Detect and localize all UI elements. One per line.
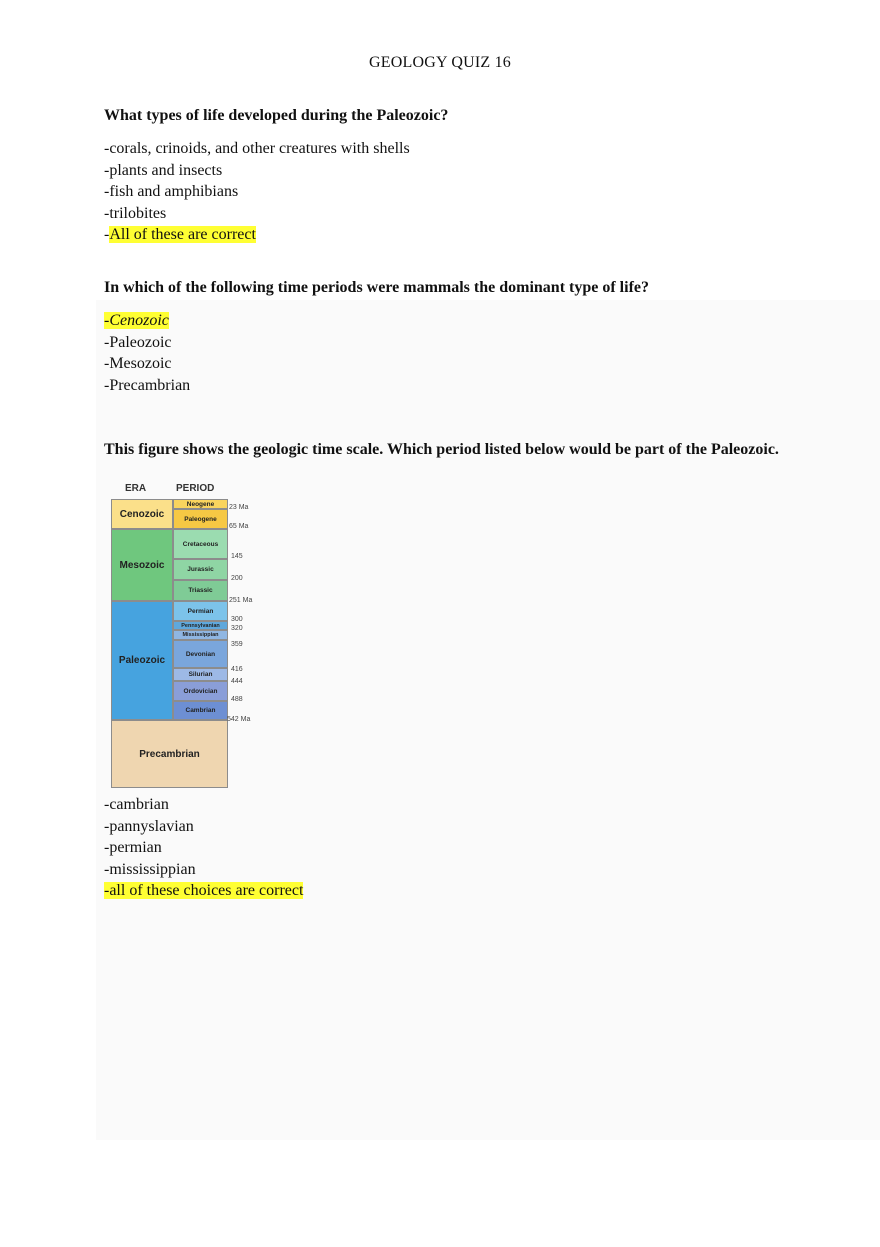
period-devonian: Devonian [173,640,228,668]
era-mesozoic: Mesozoic [111,529,173,601]
question-1-text: What types of life developed during the Paleozoic? [104,107,449,124]
question-3-option-5 [104,880,303,902]
question-3-option-3: -permian [104,839,162,856]
age-359: 359 [231,641,243,648]
period-mississippian: Mississippian [173,630,228,640]
question-2-options [104,310,190,396]
age-444: 444 [231,678,243,685]
period-pennsylvanian: Pennsylvanian [173,621,228,630]
age-145: 145 [231,553,243,560]
question-3-option-1: -cambrian [104,796,169,813]
correct-answer-highlight: -all of these choices are correct [104,882,304,899]
age-320: 320 [231,625,243,632]
question-1-option-4: -trilobites [104,204,167,222]
age-251: 251 Ma [229,597,253,604]
age-23: 23 Ma [229,504,249,511]
geologic-time-scale-figure [108,481,268,793]
period-neogene: Neogene [173,499,228,509]
question-1-option-5 [104,224,410,246]
page-title: GEOLOGY QUIZ 16 [369,54,511,71]
question-1-options [104,138,410,246]
question-1-option-3: -fish and amphibians [104,183,239,200]
question-1-option-1: -corals, crinoids, and other creatures with shells [104,140,410,157]
age-542: 542 Ma [227,716,251,723]
age-416: 416 [231,666,243,673]
age-65: 65 Ma [229,523,249,530]
period-jurassic: Jurassic [173,559,228,580]
age-300: 300 [231,616,243,623]
question-1-option-2: -plants and insects [104,161,223,179]
correct-answer-highlight: -Cenozoic [104,312,169,329]
question-3-options [104,794,303,902]
question-3-text: This figure shows the geologic time scale. Which period listed below would be part of the Paleozoic. [104,441,779,458]
period-paleogene: Paleogene [173,509,228,529]
period-ordovician: Ordovician [173,681,228,701]
era-paleozoic: Paleozoic [111,601,173,720]
era-precambrian: Precambrian [111,720,228,788]
age-488: 488 [231,696,243,703]
era-header: ERA [125,483,147,494]
question-2-option-2: -Paleozoic [104,333,172,351]
question-2-text: In which of the following time periods were mammals the dominant type of life? [104,279,649,296]
period-permian: Permian [173,601,228,621]
era-cenozoic: Cenozoic [111,499,173,529]
period-cambrian: Cambrian [173,701,228,720]
question-2-option-4: -Precambrian [104,376,191,394]
period-triassic: Triassic [173,580,228,601]
correct-answer-highlight: All of these are correct [109,226,256,243]
question-2-option-3: -Mesozoic [104,355,172,372]
period-silurian: Silurian [173,668,228,681]
period-header: PERIOD [176,483,215,494]
question-3-option-2: -pannyslavian [104,817,194,835]
question-2-option-1 [104,310,190,332]
period-cretaceous: Cretaceous [173,529,228,559]
question-3-option-4: -mississippian [104,860,196,878]
age-200: 200 [231,575,243,582]
option-prefix: - [104,226,110,243]
